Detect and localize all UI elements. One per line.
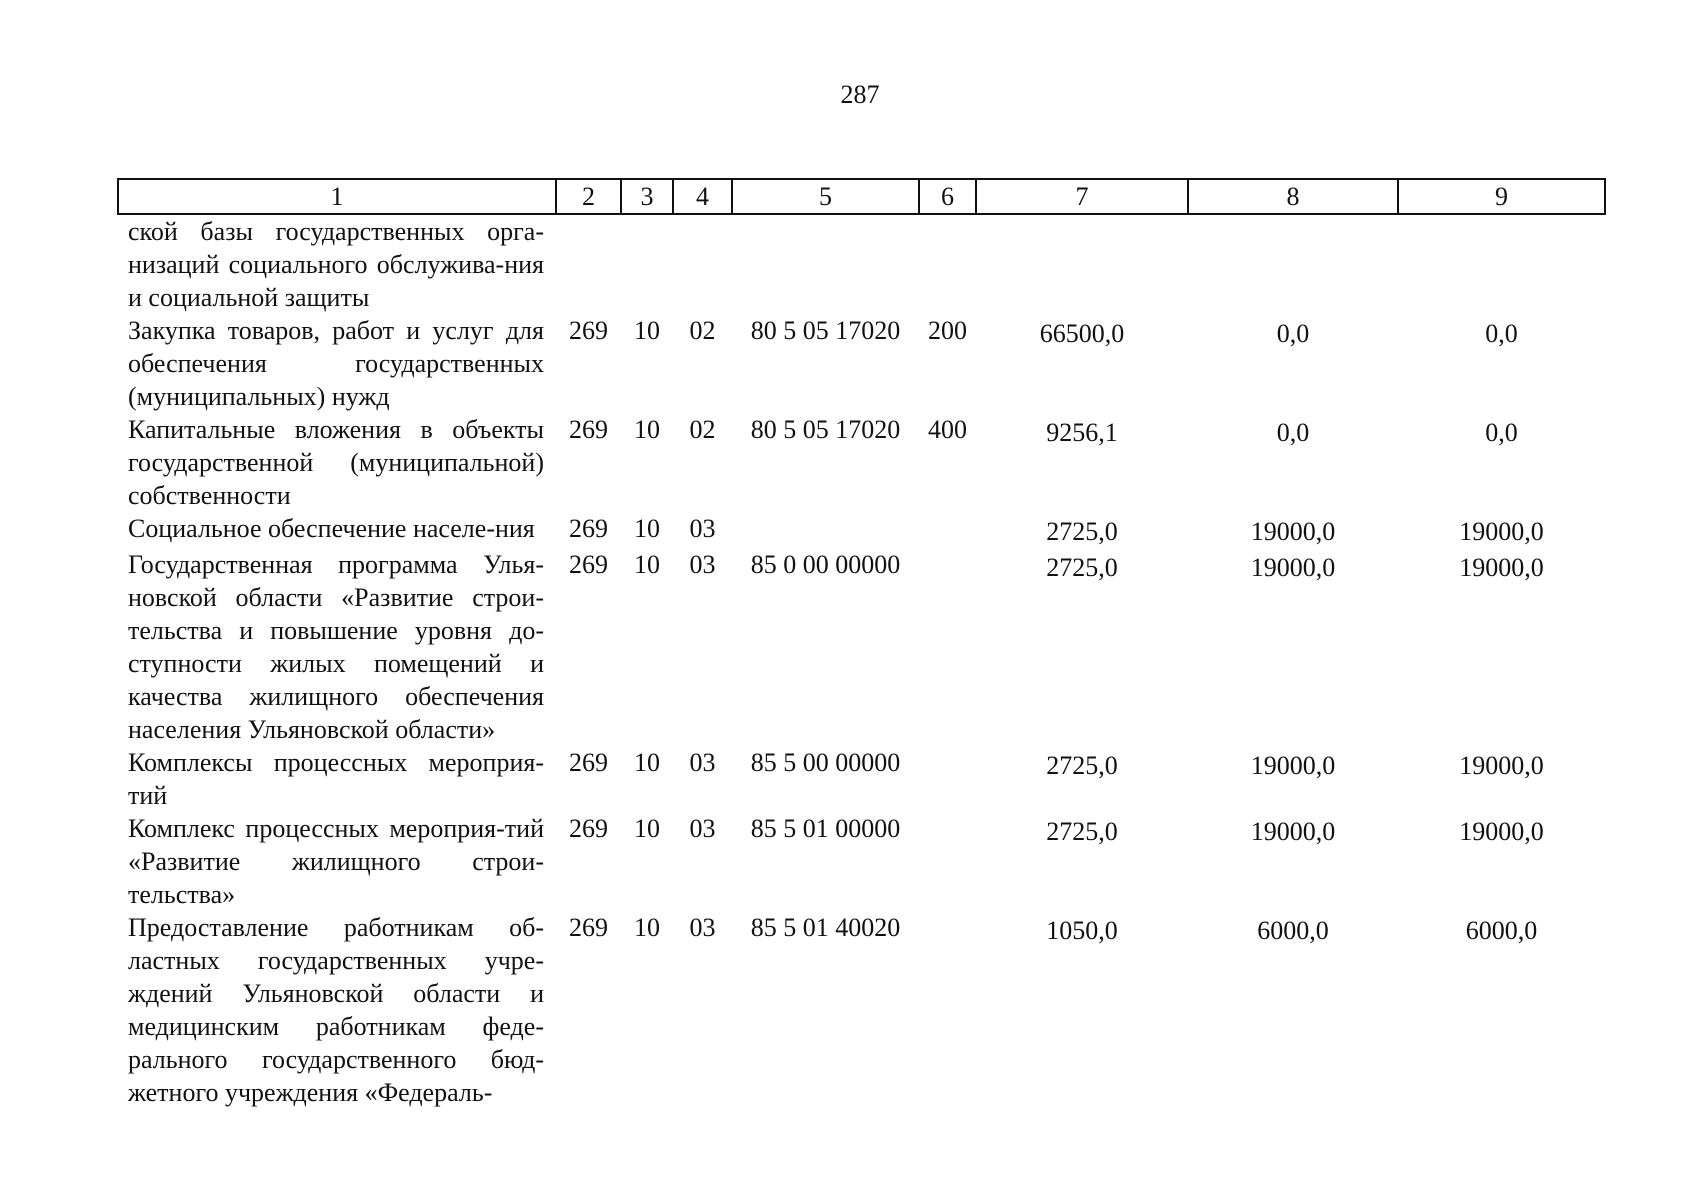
- table-row: [118, 746, 1605, 812]
- budget-table: [117, 178, 1606, 1109]
- code-subsection: 02: [689, 415, 716, 444]
- code-admin: [556, 214, 621, 314]
- code-subsection: 03: [689, 814, 716, 843]
- code-target: 80 5 05 17020: [750, 316, 901, 345]
- code-expense-type: [919, 746, 976, 812]
- amount-col8: [1188, 214, 1398, 314]
- amount-col7: 2725,0: [1046, 517, 1118, 546]
- amount-col7: 2725,0: [1046, 751, 1118, 780]
- row-description: Социальное обеспечение населе-ния: [128, 514, 535, 543]
- column-header: 7: [976, 179, 1188, 214]
- code-expense-type: [919, 214, 976, 314]
- row-description: Комплексы процессных мероприя-тий: [128, 748, 544, 810]
- column-header: 4: [673, 179, 732, 214]
- code-admin: 269: [569, 913, 608, 942]
- amount-col8: 0,0: [1276, 418, 1310, 447]
- code-subsection: 02: [689, 316, 716, 345]
- code-target: 85 0 00 00000: [750, 550, 901, 579]
- amount-col9: 19000,0: [1459, 553, 1544, 582]
- code-expense-type: 400: [928, 415, 967, 444]
- code-target: 80 5 05 17020: [750, 415, 901, 444]
- table-row: [118, 512, 1605, 548]
- code-target: [732, 512, 919, 548]
- table-row: [118, 413, 1605, 512]
- code-subsection: 03: [689, 550, 716, 579]
- code-subsection: [673, 214, 732, 314]
- code-section: 10: [634, 316, 660, 345]
- code-subsection: 03: [689, 748, 716, 777]
- amount-col7: 2725,0: [1046, 553, 1118, 582]
- code-admin: 269: [569, 814, 608, 843]
- table-row: [118, 911, 1605, 1109]
- code-expense-type: [919, 512, 976, 548]
- table-row: [118, 314, 1605, 413]
- code-target: 85 5 01 40020: [750, 913, 901, 942]
- column-header: 8: [1188, 179, 1398, 214]
- amount-col9: 19000,0: [1459, 517, 1544, 546]
- amount-col8: 19000,0: [1250, 517, 1336, 546]
- amount-col8: 19000,0: [1250, 751, 1336, 780]
- amount-col8: 0,0: [1276, 319, 1310, 348]
- amount-col7: 1050,0: [1046, 916, 1118, 945]
- amount-col9: 19000,0: [1459, 751, 1544, 780]
- code-section: [621, 214, 673, 314]
- column-header: 6: [919, 179, 976, 214]
- code-subsection: 03: [689, 514, 716, 543]
- amount-col8: 19000,0: [1250, 817, 1336, 846]
- column-header: 1: [118, 179, 556, 214]
- code-admin: 269: [569, 748, 608, 777]
- code-expense-type: [919, 548, 976, 746]
- header-row: [118, 179, 1605, 214]
- code-admin: 269: [569, 514, 608, 543]
- amount-col8: 19000,0: [1250, 553, 1336, 582]
- code-section: 10: [634, 748, 660, 777]
- row-description: Капитальные вложения в объекты государственной (муниципальной) собственности: [128, 415, 544, 510]
- page-number: 287: [840, 80, 880, 109]
- code-section: 10: [634, 814, 660, 843]
- column-header: 2: [556, 179, 621, 214]
- row-description: ской базы государственных орга-низаций социального обслужива-ния и социальной защиты: [128, 217, 544, 312]
- amount-col9: 0,0: [1485, 418, 1518, 447]
- column-header: 9: [1398, 179, 1605, 214]
- code-section: 10: [634, 514, 660, 543]
- row-description: Предоставление работникам об-ластных государственных учре-ждений Ульяновской области и медицинским работникам феде-рального государственного бюд-жетного учреждения «Федераль-: [128, 913, 544, 1107]
- amount-col7: [976, 214, 1188, 314]
- amount-col9: [1398, 214, 1605, 314]
- row-description: Закупка товаров, работ и услуг для обеспечения государственных (муниципальных) нужд: [128, 316, 544, 411]
- amount-col9: 19000,0: [1459, 817, 1544, 846]
- column-header: 3: [621, 179, 673, 214]
- code-admin: 269: [569, 316, 608, 345]
- code-target: 85 5 00 00000: [750, 748, 901, 777]
- code-section: 10: [634, 913, 660, 942]
- code-subsection: 03: [689, 913, 716, 942]
- amount-col7: 66500,0: [1039, 319, 1125, 348]
- amount-col8: 6000,0: [1257, 916, 1329, 945]
- row-description: Комплекс процессных мероприя-тий «Развитие жилищного строи-тельства»: [128, 814, 544, 909]
- code-admin: 269: [569, 415, 608, 444]
- code-admin: 269: [569, 550, 608, 579]
- table-row: [118, 812, 1605, 911]
- amount-col9: 0,0: [1485, 319, 1518, 348]
- table-row: [118, 214, 1605, 314]
- code-target: [732, 214, 919, 314]
- code-expense-type: 200: [928, 316, 967, 345]
- amount-col7: 2725,0: [1046, 817, 1118, 846]
- code-expense-type: [919, 812, 976, 911]
- row-description: Государственная программа Улья-новской области «Развитие строи-тельства и повышение уровня до-ступности жилых помещений и качества жилищного обеспечения населения Ульяновской области»: [128, 550, 544, 744]
- code-expense-type: [919, 911, 976, 1109]
- table-row: [118, 548, 1605, 746]
- code-section: 10: [634, 550, 660, 579]
- code-section: 10: [634, 415, 660, 444]
- amount-col7: 9256,1: [1046, 418, 1118, 447]
- code-target: 85 5 01 00000: [750, 814, 901, 843]
- column-header: 5: [732, 179, 919, 214]
- amount-col9: 6000,0: [1465, 916, 1538, 945]
